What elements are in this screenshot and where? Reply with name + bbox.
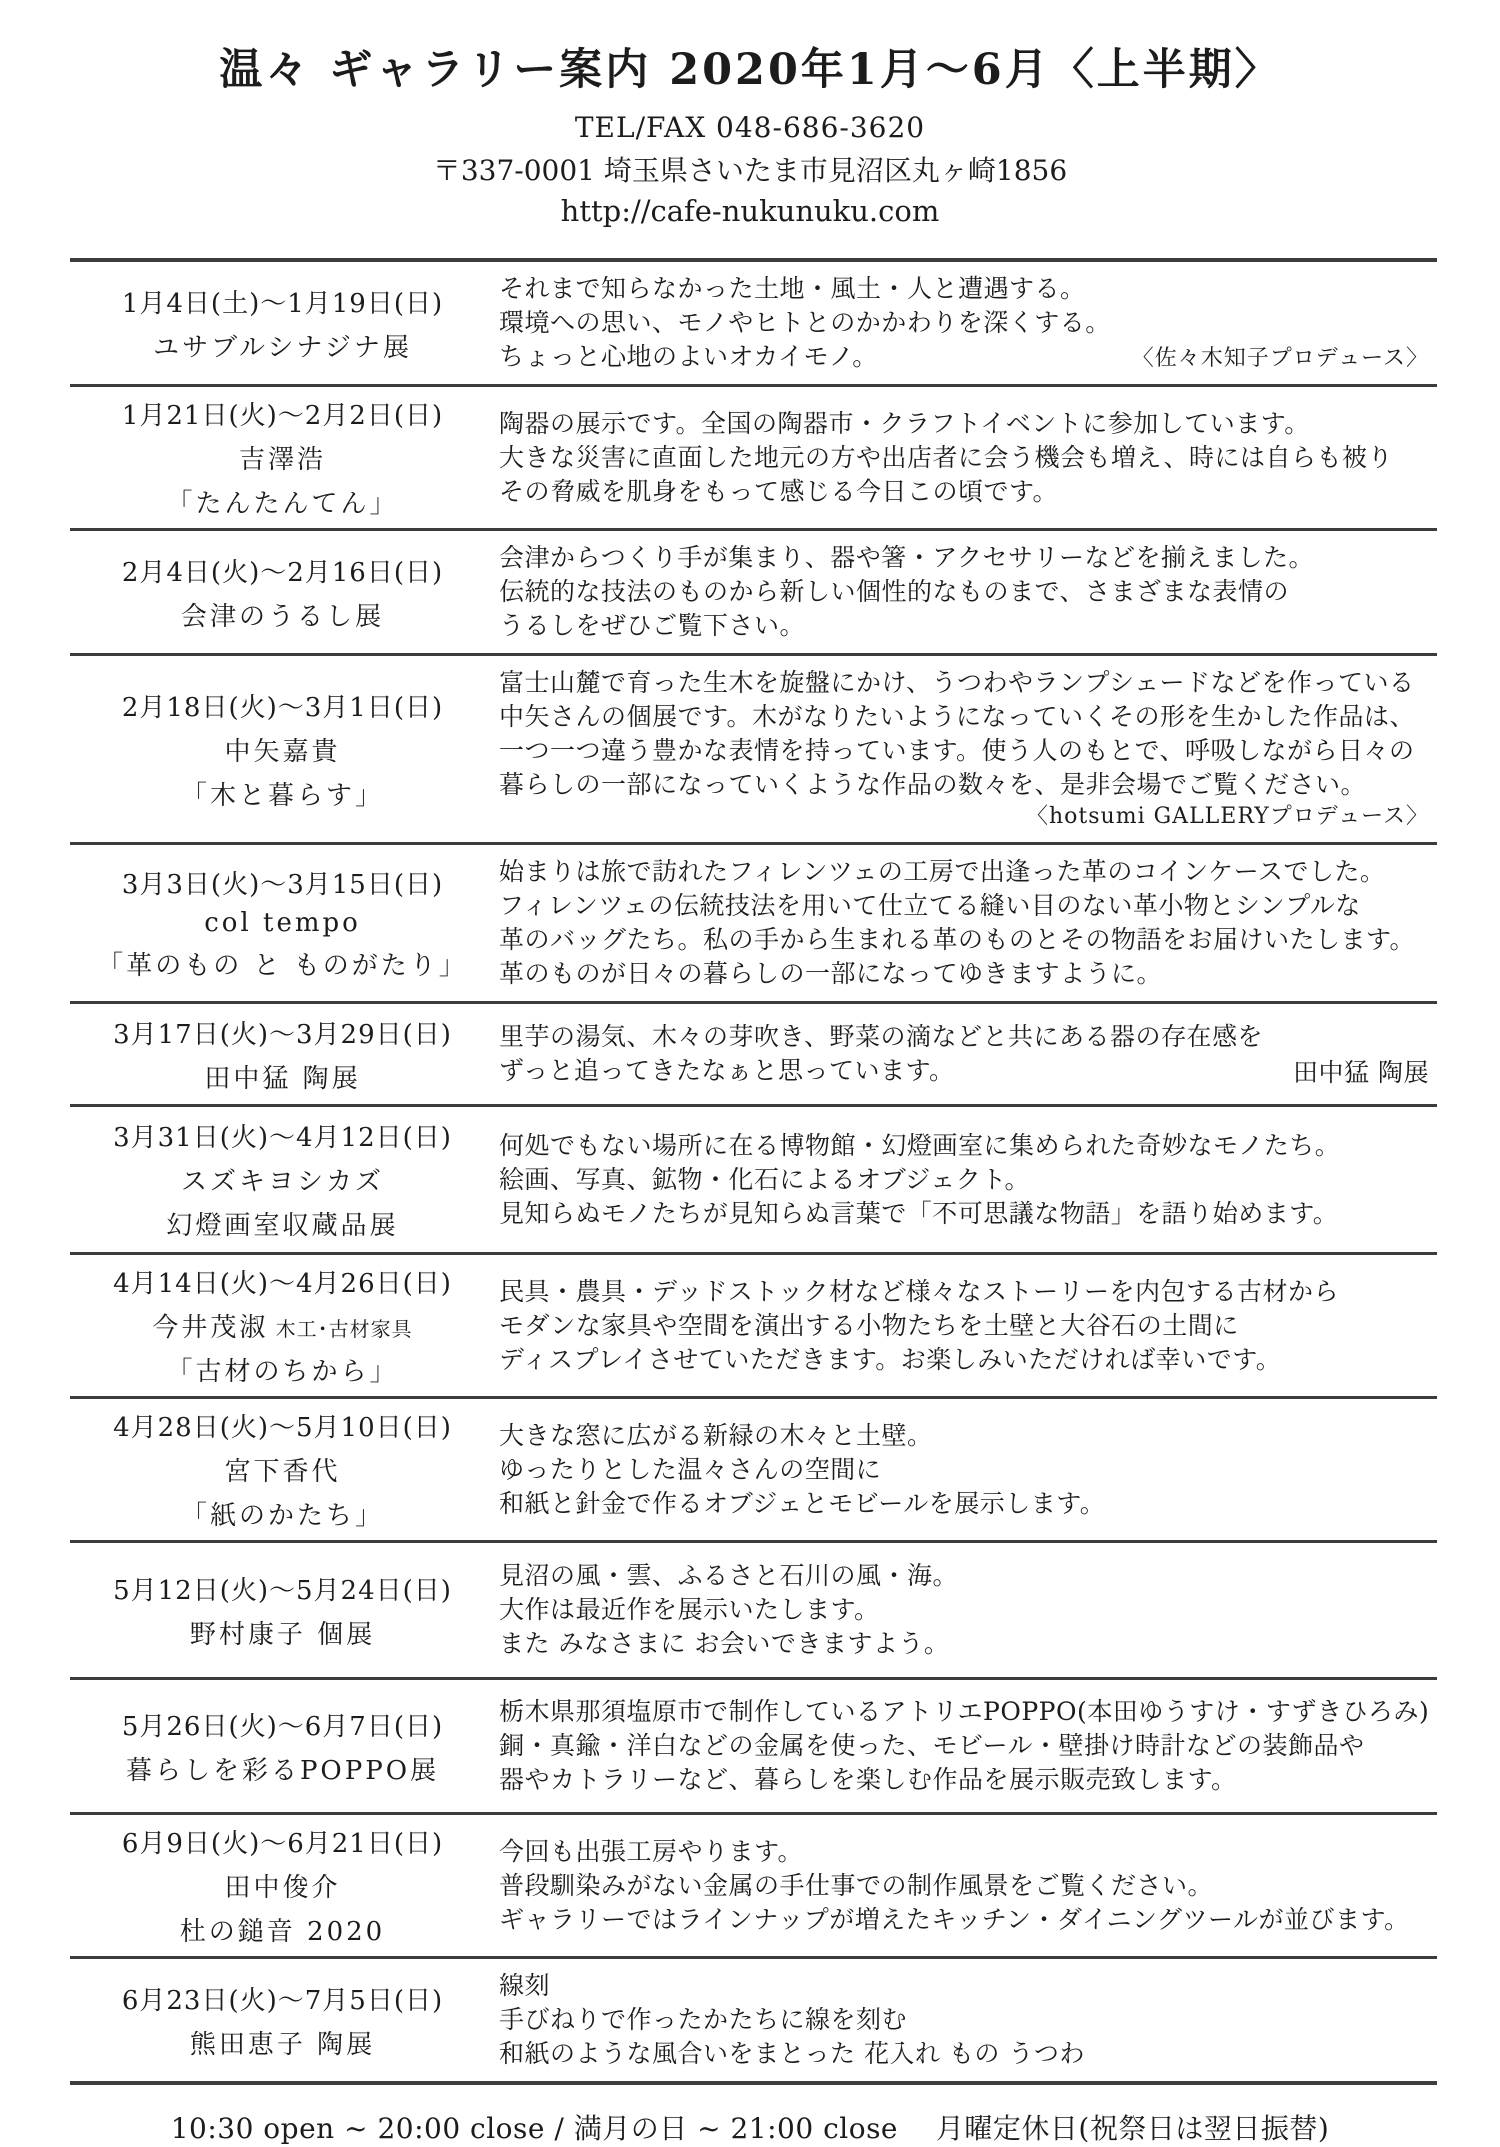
exhibition-note: 〈hotsumi GALLERYプロデュース〉: [1026, 804, 1429, 829]
exhibition-period: 5月12日(火)～5月24日(日): [113, 1575, 452, 1606]
opening-hours: 10:30 open ~ 20:00 close / 満月の日 ~ 21:00 close 月曜定休日(祝祭日は翌日振替): [170, 2112, 1330, 2145]
exhibition-left-column: [70, 1399, 495, 1540]
tel-fax: TEL/FAX 048-686-3620: [574, 111, 926, 144]
exhibition-heading-line: 熊田恵子 陶展: [189, 2029, 376, 2060]
exhibition-description-line: 普段馴染みがない金属の手仕事での制作風景をご覧ください。: [499, 1870, 1214, 1900]
exhibition-description-line: ディスプレイさせていただきます。お楽しみいただければ幸いです。: [499, 1344, 1282, 1374]
exhibition-description-line: ゆったりとした温々さんの空間に: [499, 1454, 882, 1484]
exhibition-description-line: 大きな窓に広がる新緑の木々と土壁。: [499, 1420, 933, 1450]
exhibition-description-line: 会津からつくり手が集まり、器や箸・アクセサリーなどを揃えました。: [499, 543, 1315, 572]
exhibition-left-column: [70, 1698, 495, 1795]
exhibition-left-column: [70, 387, 495, 528]
exhibition-heading: [70, 1161, 495, 1242]
exhibition-row: [70, 653, 1437, 842]
exhibition-description-line: フィレンツェの伝統技法を用いて仕立てる縫い目のない革小物とシンプルな: [499, 891, 1361, 920]
website-url: http://cafe-nukunuku.com: [560, 194, 940, 228]
exhibition-description: [495, 1549, 1437, 1671]
exhibition-heading-line: 「古材のちから」: [166, 1357, 399, 1387]
exhibition-heading-line: 「木と暮らす」: [180, 780, 384, 811]
exhibition-heading-line: 宮下香代: [224, 1457, 341, 1487]
exhibition-heading: [70, 1614, 495, 1651]
exhibition-row: [70, 1396, 1437, 1540]
exhibition-description-line: 絵画、写真、鉱物・化石によるオブジェクト。: [499, 1164, 1031, 1194]
exhibition-period: 3月17日(火)～3月29日(日): [113, 1019, 452, 1050]
exhibition-heading-line: col tempo: [204, 908, 361, 938]
exhibition-heading: [70, 908, 495, 982]
exhibition-description-line: 民具・農具・デッドストック材など様々なストーリーを内包する古材から: [499, 1276, 1340, 1306]
exhibition-period: 3月3日(火)～3月15日(日): [121, 870, 444, 900]
exhibition-heading: [70, 1451, 495, 1532]
exhibition-row: [70, 842, 1437, 1001]
exhibition-description-line: また みなさまに お会いできますよう。: [499, 1629, 950, 1658]
exhibition-heading: [70, 2024, 495, 2061]
exhibition-heading-line: 「紙のかたち」: [180, 1501, 384, 1531]
exhibition-period: 3月31日(火)～4月12日(日): [113, 1123, 452, 1153]
exhibition-row: [70, 1001, 1437, 1104]
exhibition-description-line: それまで知らなかった土地・風土・人と遭遇する。: [499, 274, 1086, 303]
exhibition-description: [495, 262, 1437, 384]
exhibition-description: [495, 1409, 1437, 1531]
exhibition-row: [70, 1252, 1437, 1396]
exhibition-period: 6月23日(火)～7月5日(日): [121, 1985, 444, 2016]
exhibition-period: 5月26日(火)～6月7日(日): [121, 1711, 444, 1742]
exhibition-description-line: 環境への思い、モノやヒトとのかかわりを深くする。: [499, 308, 1111, 337]
exhibition-description-line: 見沼の風・雲、ふるさと石川の風・海。: [499, 1561, 959, 1590]
exhibition-description-line: 革のバッグたち。私の手から生まれる革のものとその物語をお届けいたします。: [499, 925, 1416, 954]
exhibition-description-line: 銅・真鍮・洋白などの金属を使った、モビール・壁掛け時計などの装飾品や: [499, 1731, 1365, 1760]
exhibition-description-line: 一つ一つ違う豊かな表情を持っています。使う人のもとで、呼吸しながら日々の: [499, 736, 1415, 765]
exhibition-left-column: [70, 275, 495, 372]
exhibition-left-column: [70, 679, 495, 820]
exhibition-period: 1月4日(土)～1月19日(日): [121, 288, 444, 319]
exhibition-description: [495, 1119, 1437, 1241]
exhibition-heading-small-label: 木工･古材家具: [268, 1317, 413, 1341]
exhibition-heading-line: ユサブルシナジナ展: [153, 332, 412, 363]
exhibition-heading-line: 「革のもの と ものがたり」: [97, 951, 468, 981]
exhibition-description-line: 手びねりで作ったかたちに線を刻む: [499, 2005, 908, 2034]
exhibition-heading-line: 今井茂淑 木工･古材家具: [152, 1313, 413, 1343]
exhibition-left-column: [70, 1006, 495, 1103]
exhibition-heading-line: 田中俊介: [224, 1873, 341, 1903]
exhibition-note: 〈佐々木知子プロデュース〉: [1131, 346, 1429, 371]
exhibition-left-column: [70, 1562, 495, 1659]
exhibition-period: 2月18日(火)～3月1日(日): [121, 692, 444, 723]
exhibition-left-column: [70, 1815, 495, 1956]
exhibition-description: [495, 1010, 1437, 1098]
exhibition-heading: [70, 596, 495, 633]
exhibition-left-column: [70, 1255, 495, 1396]
exhibition-left-column: [70, 856, 495, 990]
exhibition-description: [495, 531, 1437, 653]
exhibition-table: [70, 258, 1437, 2085]
exhibition-description-line: 富士山麓で育った生木を旋盤にかけ、うつわやランプシェードなどを作っている: [499, 668, 1415, 697]
exhibition-left-column: [70, 544, 495, 641]
exhibition-description-line: 革のものが日々の暮らしの一部になってゆきますように。: [499, 959, 1163, 988]
exhibition-row: [70, 258, 1437, 384]
exhibition-description-line: ちょっと心地のよいオカイモノ。 〈佐々木知子プロデュース〉: [499, 340, 1429, 374]
exhibition-description-line: 和紙のような風合いをまとった 花入れ もの うつわ: [499, 2039, 1085, 2068]
exhibition-row: [70, 528, 1437, 653]
exhibition-left-column: [70, 1109, 495, 1250]
exhibition-period: 4月14日(火)～4月26日(日): [113, 1269, 452, 1299]
exhibition-description: [495, 1685, 1437, 1807]
exhibition-heading-line: 野村康子 個展: [189, 1619, 376, 1650]
exhibition-description-line: 中矢さんの個展です。木がなりたいようになっていくその形を生かした作品は、: [499, 702, 1416, 731]
exhibition-description-line: 里芋の湯気、木々の芽吹き、野菜の滴などと共にある器の存在感を: [499, 1022, 1264, 1051]
exhibition-description: [495, 1959, 1437, 2081]
exhibition-description-line: その脅威を肌身をもって感じる今日この頃です。: [499, 476, 1059, 506]
exhibition-description-line: ギャラリーではラインナップが増えたキッチン・ダイニングツールが並びます。: [499, 1904, 1410, 1934]
exhibition-heading-line: 暮らしを彩るPOPPO展: [125, 1755, 440, 1786]
exhibition-description: [495, 1265, 1437, 1387]
exhibition-period: 6月9日(火)～6月21日(日): [121, 1829, 444, 1859]
exhibition-row: [70, 1956, 1437, 2081]
exhibition-period: 1月21日(火)～2月2日(日): [121, 401, 444, 431]
exhibition-description-line: 線刻: [499, 1971, 551, 2000]
exhibition-row: [70, 1677, 1437, 1812]
exhibition-description-line: 大きな災害に直面した地元の方や出店者に会う機会も増え、時には自らも被り: [499, 442, 1394, 472]
exhibition-period: 2月4日(火)～2月16日(日): [121, 557, 444, 588]
exhibition-row: [70, 1812, 1437, 1956]
exhibition-description-line: 今回も出張工房やります。: [499, 1836, 804, 1866]
exhibition-description-line: 伝統的な技法のものから新しい個性的なものまで、さまざまな表情の: [499, 577, 1290, 606]
exhibition-heading-line: 中矢嘉貴: [224, 736, 341, 767]
exhibition-description-line: 見知らぬモノたちが見知らぬ言葉で「不可思議な物語」を語り始めます。: [499, 1198, 1339, 1228]
exhibition-description-line: 器やカトラリーなど、暮らしを楽しむ作品を展示販売致します。: [499, 1765, 1237, 1794]
exhibition-description: [495, 656, 1437, 842]
exhibition-description: [495, 1825, 1437, 1947]
exhibition-description-line: 大作は最近作を展示いたします。: [499, 1595, 880, 1624]
exhibition-period: 4月28日(火)～5月10日(日): [113, 1413, 452, 1443]
exhibition-description-line: 陶器の展示です。全国の陶器市・クラフトイベントに参加しています。: [499, 408, 1310, 438]
exhibition-heading: [70, 1058, 495, 1095]
exhibition-description-line: 何処でもない場所に在る博物館・幻燈画室に集められた奇妙なモノたち。: [499, 1130, 1341, 1160]
exhibition-heading-line: 田中猛 陶展: [204, 1063, 361, 1094]
exhibition-heading: [70, 731, 495, 812]
exhibition-left-column: [70, 1972, 495, 2069]
exhibition-heading-line: 会津のうるし展: [180, 601, 384, 632]
exhibition-heading-line: スズキヨシカズ: [180, 1167, 384, 1197]
exhibition-description: [495, 845, 1437, 1001]
exhibition-description-line: うるしをぜひご覧下さい。: [499, 611, 806, 640]
exhibition-heading: [70, 1750, 495, 1787]
exhibition-description: [495, 397, 1437, 519]
exhibition-heading: [70, 439, 495, 520]
exhibition-heading: [70, 1867, 495, 1948]
exhibition-row: [70, 1540, 1437, 1677]
exhibition-heading-line: 幻燈画室収蔵品展: [166, 1211, 399, 1241]
postal-address: 〒337-0001 埼玉県さいたま市見沼区丸ヶ崎1856: [432, 154, 1068, 187]
exhibition-heading: [70, 1307, 495, 1388]
exhibition-description-line: 和紙と針金で作るオブジェとモビールを展示します。: [499, 1488, 1106, 1518]
exhibition-heading-line: 杜の鎚音 2020: [179, 1917, 386, 1947]
exhibition-description-line: 始まりは旅で訪れたフィレンツェの工房で出逢った革のコインケースでした。: [499, 857, 1386, 886]
exhibition-description-line: ずっと追ってきたなぁと思っています。 田中猛 陶展: [499, 1056, 1429, 1087]
exhibition-note: 田中猛 陶展: [1293, 1058, 1429, 1087]
exhibition-row: [70, 384, 1437, 528]
exhibition-heading-line: 「たんたんてん」: [166, 489, 399, 519]
page-header: [0, 0, 1500, 228]
exhibition-heading: [70, 327, 495, 364]
exhibition-description-line: 暮らしの一部になっていくような作品の数々を、是非会場でご覧ください。: [499, 770, 1367, 799]
exhibition-row: [70, 1104, 1437, 1252]
exhibition-description-line: 栃木県那須塩原市で制作しているアトリエPOPPO(本田ゆうすけ・すずきひろみ): [499, 1697, 1430, 1726]
exhibition-description-line: モダンな家具や空間を演出する小物たちを土壁と大谷石の土間に: [499, 1310, 1239, 1340]
page-title: 温々 ギャラリー案内 2020年1月～6月〈上半期〉: [219, 45, 1281, 95]
exhibition-heading-line: 吉澤浩: [238, 445, 326, 475]
